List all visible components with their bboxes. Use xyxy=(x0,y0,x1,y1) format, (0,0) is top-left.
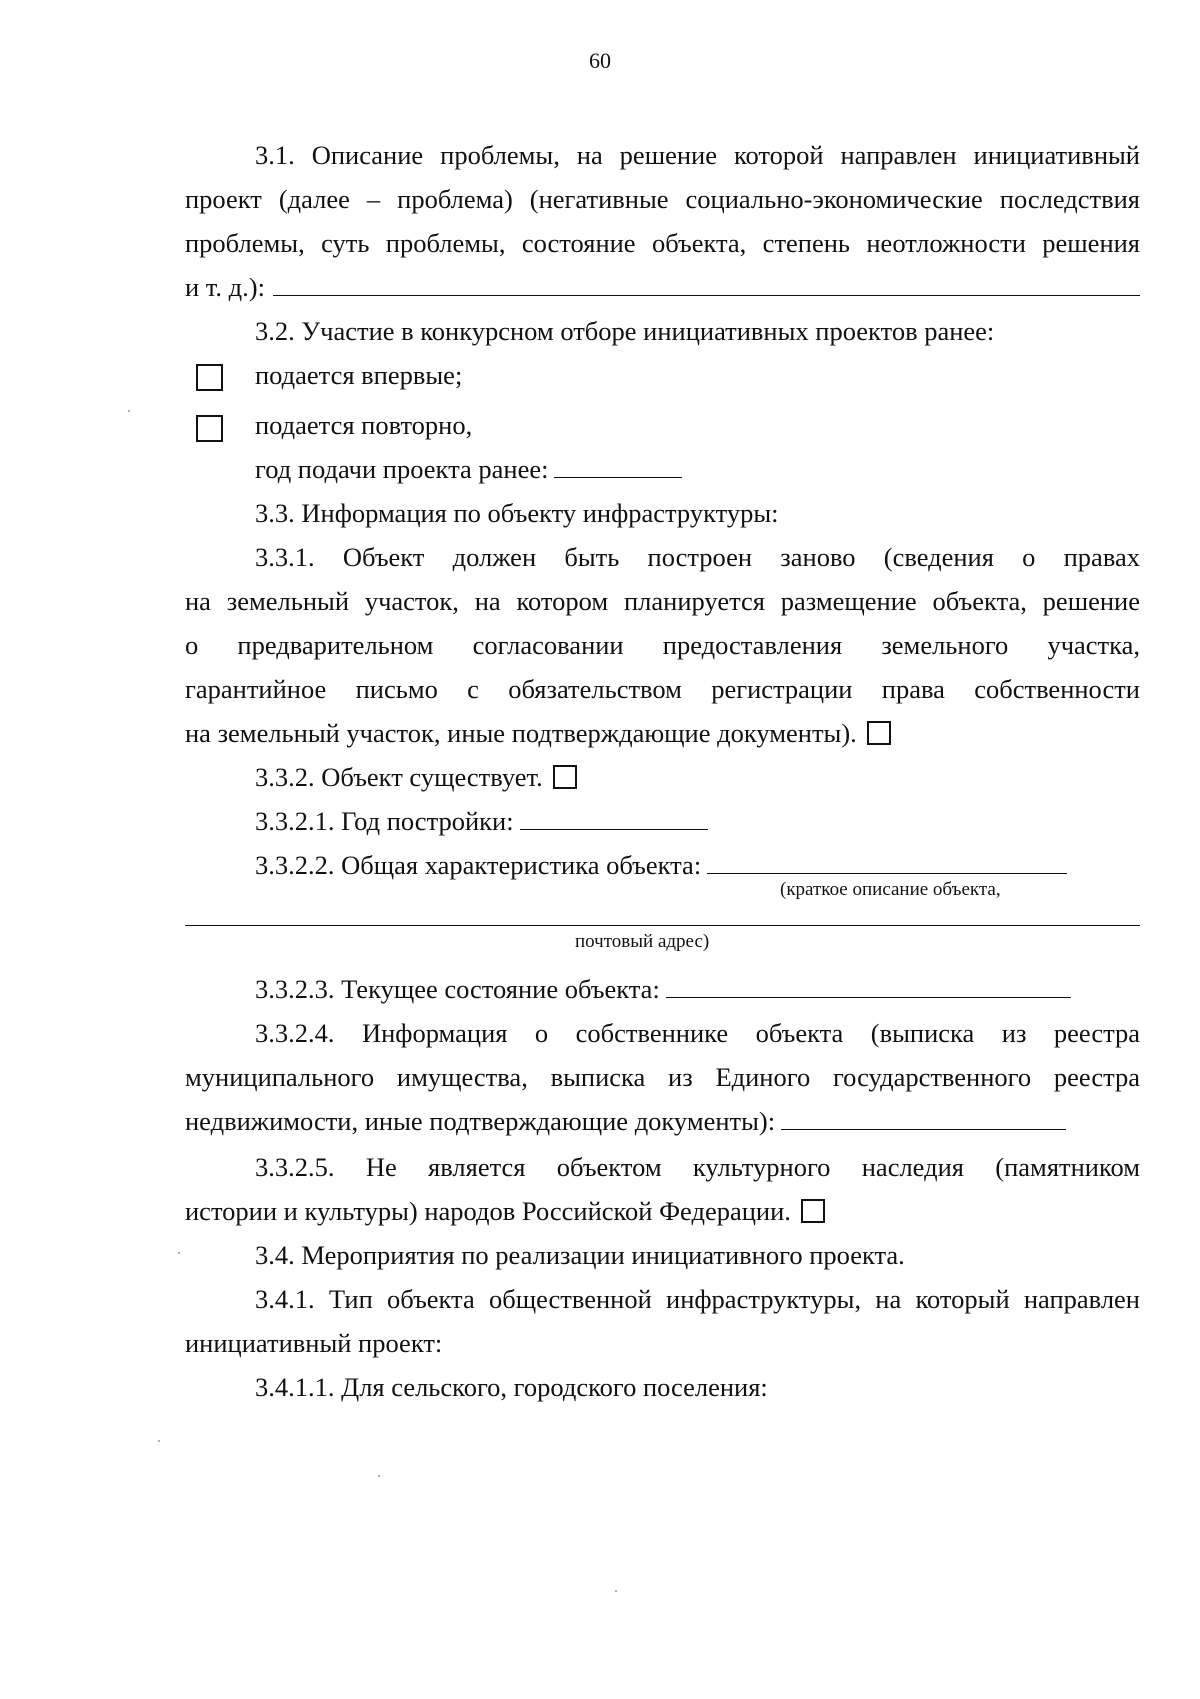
section-3-3-2-text: 3.3.2. Объект существует. xyxy=(255,762,543,792)
section-3-4-1-line-2: инициативный проект: xyxy=(185,1328,443,1358)
section-3-3-1-line-1: 3.3.1. Объект должен быть построен заново (сведения о правах xyxy=(255,542,1140,572)
new-construction-checkbox[interactable] xyxy=(867,721,891,745)
section-3-1-line-2: проект (далее – проблема) (негативные социально-экономические последствия xyxy=(185,184,1140,214)
owner-info-field[interactable] xyxy=(781,1103,1066,1130)
section-3-3-2-3-text: 3.3.2.3. Текущее состояние объекта: xyxy=(255,974,660,1004)
section-3-3-1-line-3: о предварительном согласовании предоставления земельного участка, xyxy=(185,630,1140,660)
section-3-3-2-5-line-2 xyxy=(185,1193,1140,1229)
section-3-3-2-4-line-1: 3.3.2.4. Информация о собственнике объекта (выписка из реестра xyxy=(255,1018,1140,1048)
section-3-4-heading: 3.4. Мероприятия по реализации инициативного проекта. xyxy=(255,1240,905,1270)
build-year-field[interactable] xyxy=(520,803,708,830)
section-3-4-1-1: 3.4.1.1. Для сельского, городского поселения: xyxy=(255,1372,768,1402)
section-3-3-2-4-line-3-text: недвижимости, иные подтверждающие документы): xyxy=(185,1106,776,1136)
scan-speck xyxy=(158,1440,160,1442)
current-state-field[interactable] xyxy=(666,971,1071,998)
section-3-3-2-1-row xyxy=(255,803,1140,839)
problem-description-field[interactable] xyxy=(273,269,1140,296)
section-3-4-1-line-1: 3.4.1. Тип объекта общественной инфраструктуры, на который направлен xyxy=(255,1284,1140,1314)
section-3-1-line-4-text: и т. д.): xyxy=(185,272,265,302)
scan-speck xyxy=(615,1590,617,1592)
section-3-3-1-line-4: гарантийное письмо с обязательством регистрации права собственности xyxy=(185,674,1140,704)
section-3-3-2-4-line-3 xyxy=(185,1103,1135,1139)
section-3-1-line-1: 3.1. Описание проблемы, на решение которой направлен инициативный xyxy=(255,140,1140,170)
characteristics-continuation-field[interactable] xyxy=(185,925,1140,926)
section-3-3-2-1-text: 3.3.2.1. Год постройки: xyxy=(255,806,514,836)
previous-year-field[interactable] xyxy=(554,451,682,478)
section-3-3-2-3-row xyxy=(255,971,1135,1007)
first-time-label: подается впервые; xyxy=(255,360,463,390)
page-number: 60 xyxy=(589,48,611,73)
section-3-1-line-4 xyxy=(185,269,1140,305)
repeat-label: подается повторно, xyxy=(255,410,473,440)
section-3-3-2-5-line-2-text: истории и культуры) народов Российской Федерации. xyxy=(185,1196,791,1226)
previous-year-label: год подачи проекта ранее: xyxy=(255,454,549,484)
section-3-3-2-row xyxy=(255,759,1140,795)
not-heritage-checkbox[interactable] xyxy=(801,1199,825,1223)
section-3-3-2-2-text: 3.3.2.2. Общая характеристика объекта: xyxy=(255,850,702,880)
section-3-3-1-line-5-text: на земельный участок, иные подтверждающие документы). xyxy=(185,718,857,748)
object-characteristics-field[interactable] xyxy=(707,847,1067,874)
section-3-3-2-4-line-2: муниципального имущества, выписка из Единого государственного реестра xyxy=(185,1062,1140,1092)
first-time-checkbox[interactable] xyxy=(196,364,223,391)
section-3-3-2-5-line-1: 3.3.2.5. Не является объектом культурного наследия (памятником xyxy=(255,1152,1140,1182)
section-3-3-1-line-2: на земельный участок, на котором планируется размещение объекта, решение xyxy=(185,586,1140,616)
section-3-3-2-2-row xyxy=(255,847,1135,883)
section-3-2-heading: 3.2. Участие в конкурсном отборе инициативных проектов ранее: xyxy=(255,316,995,346)
section-3-3-1-line-5 xyxy=(185,715,1140,751)
scan-speck xyxy=(128,410,130,412)
repeat-checkbox[interactable] xyxy=(196,415,223,442)
previous-year-row xyxy=(255,451,1140,487)
characteristics-hint-1: (краткое описание объекта, xyxy=(780,879,1001,900)
scan-speck xyxy=(178,1252,180,1254)
section-3-1-line-3: проблемы, суть проблемы, состояние объекта, степень неотложности решения xyxy=(185,228,1140,258)
object-exists-checkbox[interactable] xyxy=(553,765,577,789)
section-3-3-heading: 3.3. Информация по объекту инфраструктуры: xyxy=(255,498,779,528)
characteristics-hint-2: почтовый адрес) xyxy=(575,931,710,952)
scan-speck xyxy=(378,1475,380,1477)
